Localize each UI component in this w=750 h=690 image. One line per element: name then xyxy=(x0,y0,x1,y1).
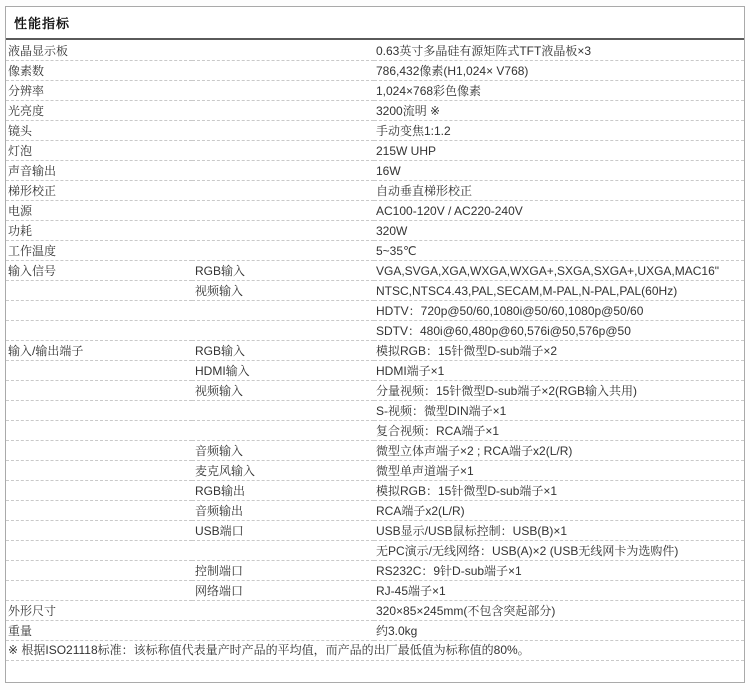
spec-value-cell: 复合视频：RCA端子×1 xyxy=(374,421,744,441)
spec-category-cell xyxy=(6,301,192,321)
spec-subcategory-cell: 视频输入 xyxy=(192,281,374,301)
spec-subcategory-cell xyxy=(192,601,374,621)
spec-panel xyxy=(5,6,745,683)
table-row xyxy=(6,201,744,221)
spec-value-cell: RCA端子x2(L/R) xyxy=(374,501,744,521)
table-row xyxy=(6,81,744,101)
spec-subcategory-cell: 麦克风输入 xyxy=(192,461,374,481)
table-row xyxy=(6,401,744,421)
table-row xyxy=(6,421,744,441)
spec-value-cell: 1,024×768彩色像素 xyxy=(374,81,744,101)
table-row xyxy=(6,501,744,521)
spec-value-cell: 3200流明 ※ xyxy=(374,101,744,121)
spec-value-cell: RJ-45端子×1 xyxy=(374,581,744,601)
spec-value-cell: 微型单声道端子×1 xyxy=(374,461,744,481)
spec-subcategory-cell xyxy=(192,401,374,421)
spec-subcategory-cell: RGB输入 xyxy=(192,261,374,281)
table-row xyxy=(6,521,744,541)
spec-value-cell: 模拟RGB：15针微型D-sub端子×2 xyxy=(374,341,744,361)
spec-subcategory-cell xyxy=(192,541,374,561)
table-row xyxy=(6,121,744,141)
spec-category-cell xyxy=(6,321,192,341)
spec-value-cell: 786,432像素(H1,024× V768) xyxy=(374,61,744,81)
spec-value-cell: HDMI端子×1 xyxy=(374,361,744,381)
table-row xyxy=(6,581,744,601)
spec-value-cell: RS232C：9针D-sub端子×1 xyxy=(374,561,744,581)
table-row xyxy=(6,41,744,61)
spec-category-cell xyxy=(6,381,192,401)
spec-value-cell: 16W xyxy=(374,161,744,181)
spec-value-cell: 分量视频：15针微型D-sub端子×2(RGB输入共用) xyxy=(374,381,744,401)
table-row xyxy=(6,321,744,341)
table-row xyxy=(6,381,744,401)
spec-subcategory-cell: HDMI输入 xyxy=(192,361,374,381)
spec-category-cell: 声音输出 xyxy=(6,161,192,181)
spec-subcategory-cell: 控制端口 xyxy=(192,561,374,581)
spec-value-cell: HDTV：720p@50/60,1080i@50/60,1080p@50/60 xyxy=(374,301,744,321)
spec-subcategory-cell xyxy=(192,101,374,121)
spec-category-cell: 电源 xyxy=(6,201,192,221)
spec-subcategory-cell xyxy=(192,141,374,161)
spec-subcategory-cell: USB端口 xyxy=(192,521,374,541)
spec-subcategory-cell: 网络端口 xyxy=(192,581,374,601)
spec-table xyxy=(6,41,744,641)
spec-category-cell xyxy=(6,541,192,561)
spec-category-cell xyxy=(6,421,192,441)
table-row xyxy=(6,261,744,281)
table-row xyxy=(6,141,744,161)
spec-subcategory-cell xyxy=(192,621,374,641)
panel-title: 性能指标 xyxy=(14,16,71,31)
spec-subcategory-cell: RGB输出 xyxy=(192,481,374,501)
spec-value-cell: VGA,SVGA,XGA,WXGA,WXGA+,SXGA,SXGA+,UXGA,MAC16" xyxy=(374,261,744,281)
spec-category-cell xyxy=(6,481,192,501)
spec-category-cell xyxy=(6,501,192,521)
table-row xyxy=(6,541,744,561)
spec-value-cell: 无PC演示/无线网络：USB(A)×2 (USB无线网卡为选购件) xyxy=(374,541,744,561)
table-row xyxy=(6,181,744,201)
spec-category-cell: 梯形校正 xyxy=(6,181,192,201)
table-row xyxy=(6,621,744,641)
spec-category-cell xyxy=(6,561,192,581)
spec-category-cell: 灯泡 xyxy=(6,141,192,161)
table-row xyxy=(6,461,744,481)
spec-value-cell: 微型立体声端子×2 ; RCA端子x2(L/R) xyxy=(374,441,744,461)
spec-subcategory-cell xyxy=(192,201,374,221)
spec-category-cell: 功耗 xyxy=(6,221,192,241)
table-row xyxy=(6,281,744,301)
spec-subcategory-cell xyxy=(192,221,374,241)
spec-value-cell: NTSC,NTSC4.43,PAL,SECAM,M-PAL,N-PAL,PAL(60Hz) xyxy=(374,281,744,301)
table-row xyxy=(6,601,744,621)
spec-table-body xyxy=(6,41,744,641)
spec-subcategory-cell xyxy=(192,121,374,141)
spec-value-cell: 5~35℃ xyxy=(374,241,744,261)
spec-category-cell xyxy=(6,581,192,601)
spec-subcategory-cell: 音频输出 xyxy=(192,501,374,521)
spec-value-cell: 模拟RGB：15针微型D-sub端子×1 xyxy=(374,481,744,501)
spec-category-cell xyxy=(6,441,192,461)
footnote: ※ 根据ISO21118标准：该标称值代表量产时产品的平均值，而产品的出厂最低值为标称值的80%。 xyxy=(6,641,744,661)
spec-subcategory-cell xyxy=(192,61,374,81)
spec-category-cell: 镜头 xyxy=(6,121,192,141)
spec-category-cell: 工作温度 xyxy=(6,241,192,261)
table-row xyxy=(6,241,744,261)
spec-subcategory-cell xyxy=(192,161,374,181)
spec-category-cell xyxy=(6,401,192,421)
table-row xyxy=(6,161,744,181)
spec-category-cell xyxy=(6,281,192,301)
spec-subcategory-cell xyxy=(192,421,374,441)
table-row xyxy=(6,341,744,361)
spec-value-cell: 0.63英寸多晶硅有源矩阵式TFT液晶板×3 xyxy=(374,41,744,61)
panel-header xyxy=(6,7,744,40)
spec-value-cell: 320W xyxy=(374,221,744,241)
spec-value-cell: 约3.0kg xyxy=(374,621,744,641)
spec-category-cell: 分辨率 xyxy=(6,81,192,101)
table-row xyxy=(6,301,744,321)
table-row xyxy=(6,221,744,241)
spec-value-cell: AC100-120V / AC220-240V xyxy=(374,201,744,221)
spec-value-cell: USB显示/USB鼠标控制：USB(B)×1 xyxy=(374,521,744,541)
spec-subcategory-cell xyxy=(192,321,374,341)
spec-value-cell: 215W UHP xyxy=(374,141,744,161)
spec-category-cell: 光亮度 xyxy=(6,101,192,121)
spec-category-cell xyxy=(6,361,192,381)
spec-category-cell: 外形尺寸 xyxy=(6,601,192,621)
spec-value-cell: SDTV：480i@60,480p@60,576i@50,576p@50 xyxy=(374,321,744,341)
spec-category-cell: 输入/输出端子 xyxy=(6,341,192,361)
spec-subcategory-cell xyxy=(192,241,374,261)
spec-subcategory-cell: 视频输入 xyxy=(192,381,374,401)
spec-value-cell: 自动垂直梯形校正 xyxy=(374,181,744,201)
spec-subcategory-cell xyxy=(192,181,374,201)
spec-category-cell: 像素数 xyxy=(6,61,192,81)
spec-subcategory-cell xyxy=(192,41,374,61)
table-row xyxy=(6,61,744,81)
spec-category-cell: 液晶显示板 xyxy=(6,41,192,61)
spec-category-cell: 重量 xyxy=(6,621,192,641)
table-row xyxy=(6,441,744,461)
table-row xyxy=(6,481,744,501)
spec-value-cell: 手动变焦1:1.2 xyxy=(374,121,744,141)
spec-value-cell: S-视频：微型DIN端子×1 xyxy=(374,401,744,421)
table-row xyxy=(6,101,744,121)
spec-category-cell xyxy=(6,461,192,481)
table-row xyxy=(6,561,744,581)
spec-category-cell xyxy=(6,521,192,541)
spec-category-cell: 输入信号 xyxy=(6,261,192,281)
spec-subcategory-cell xyxy=(192,301,374,321)
spec-value-cell: 320×85×245mm(不包含突起部分) xyxy=(374,601,744,621)
spec-subcategory-cell xyxy=(192,81,374,101)
spec-subcategory-cell: RGB输入 xyxy=(192,341,374,361)
table-row xyxy=(6,361,744,381)
spec-subcategory-cell: 音频输入 xyxy=(192,441,374,461)
